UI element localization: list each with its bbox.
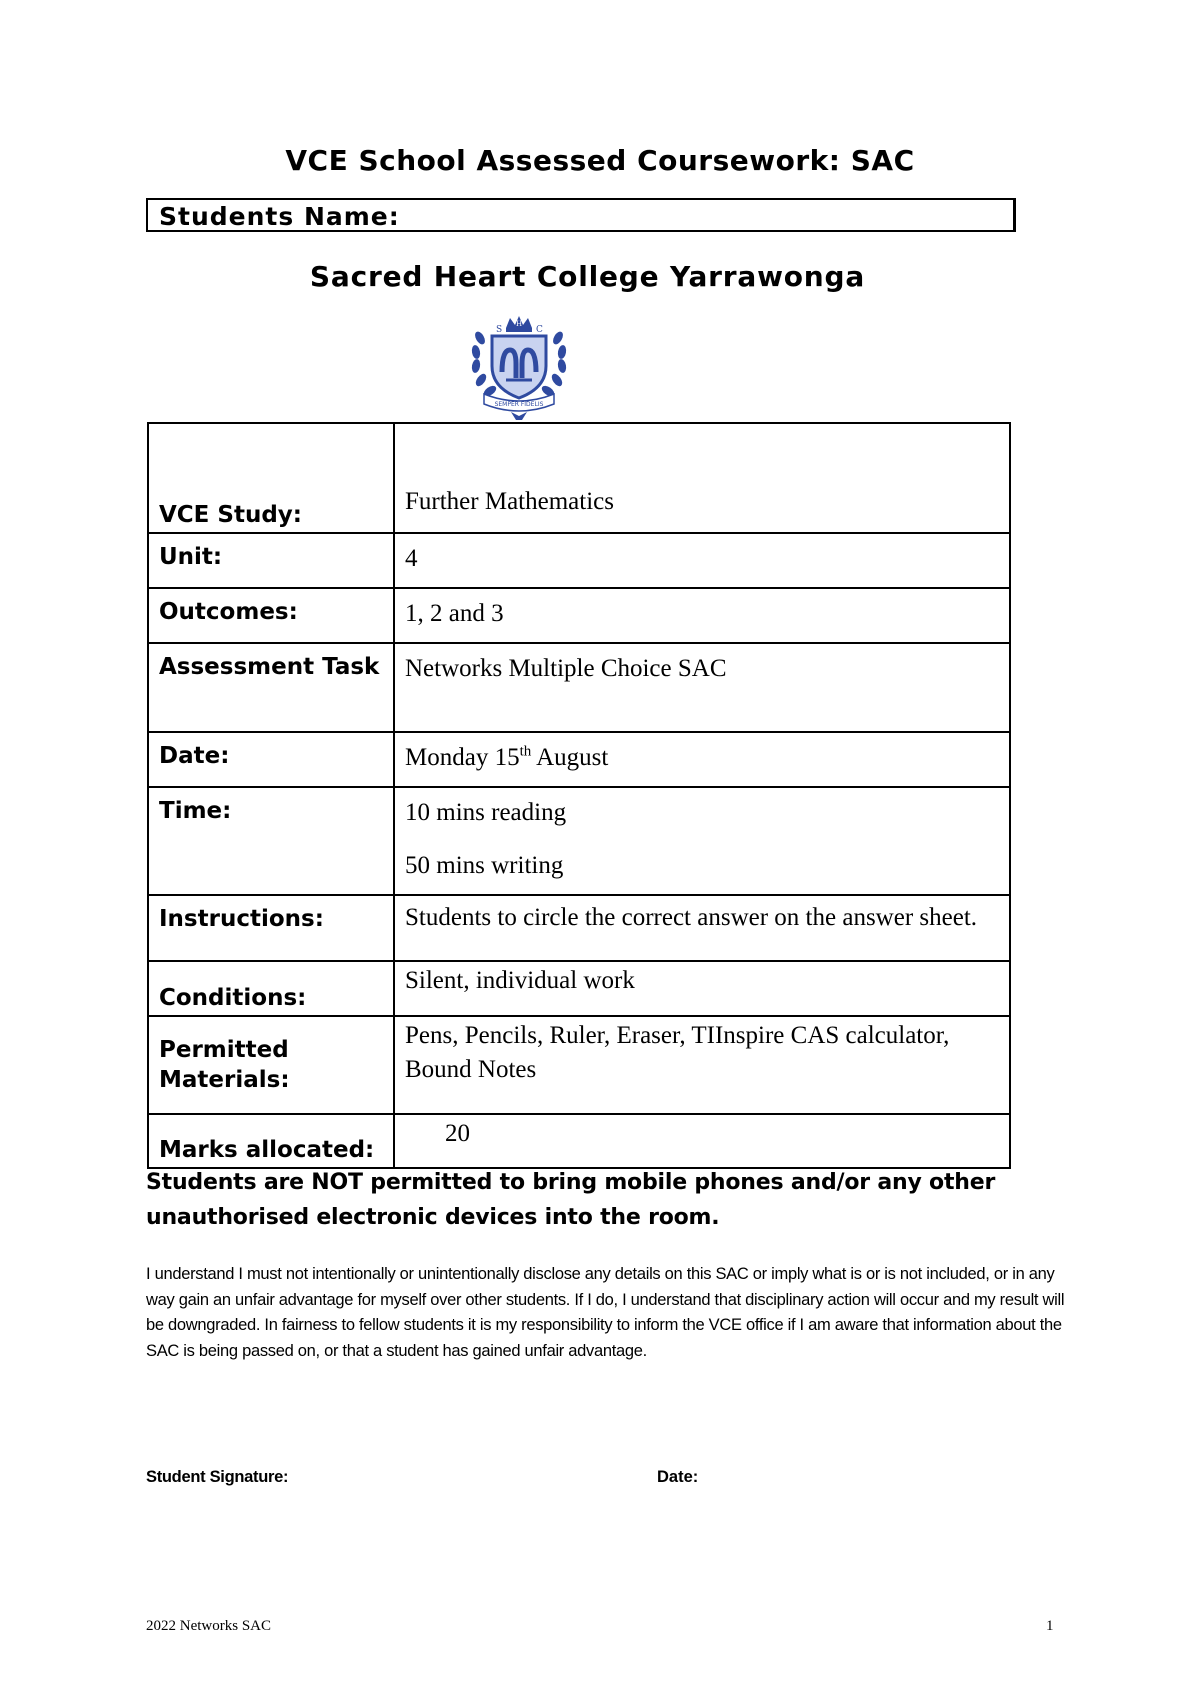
instructions-value: Students to circle the correct answer on the answer sheet. xyxy=(394,895,1010,961)
time-reading: 10 mins reading xyxy=(405,799,567,826)
time-writing: 50 mins writing xyxy=(405,852,564,879)
vce-study-label: VCE Study: xyxy=(148,423,394,533)
table-row-time xyxy=(148,787,1010,895)
table-row-permitted-materials xyxy=(148,1016,1010,1114)
date-value xyxy=(394,732,1010,787)
date-value-sup: th xyxy=(519,743,532,760)
footer-document-name: 2022 Networks SAC xyxy=(146,1618,272,1634)
assessment-info-table xyxy=(147,422,1011,1169)
assessment-task-label: Assessment Task xyxy=(148,643,394,732)
vce-study-value: Further Mathematics xyxy=(394,423,1010,533)
outcomes-value: 1, 2 and 3 xyxy=(394,588,1010,643)
conditions-label: Conditions: xyxy=(148,961,394,1016)
conditions-value: Silent, individual work xyxy=(394,961,1010,1016)
students-name-box xyxy=(146,198,1016,232)
table-row-outcomes xyxy=(148,588,1010,643)
time-label: Time: xyxy=(148,787,394,895)
time-value xyxy=(394,787,1010,895)
svg-text:C: C xyxy=(536,325,543,335)
college-name: Sacred Heart College Yarrawonga xyxy=(309,260,866,293)
school-crest-icon xyxy=(466,308,572,420)
devices-warning: Students are NOT permitted to bring mobile phones and/or any other unauthorised electronic devices into the room. xyxy=(146,1170,996,1230)
document-title: VCE School Assessed Coursework: SAC xyxy=(285,144,915,177)
unit-label: Unit: xyxy=(148,533,394,588)
outcomes-label: Outcomes: xyxy=(148,588,394,643)
permitted-materials-value: Pens, Pencils, Ruler, Eraser, TIInspire CAS calculator, Bound Notes xyxy=(394,1016,1010,1114)
date-label-cell: Date: xyxy=(148,732,394,787)
students-name-label: Students Name: xyxy=(159,202,400,231)
table-row-marks-allocated xyxy=(148,1114,1010,1168)
svg-text:H: H xyxy=(516,320,523,328)
svg-text:S: S xyxy=(496,325,503,335)
date-value-prefix: Monday 15 xyxy=(405,744,520,771)
table-row-assessment-task xyxy=(148,643,1010,732)
svg-text:SEMPER FIDELIS: SEMPER FIDELIS xyxy=(494,401,544,408)
unit-value: 4 xyxy=(394,533,1010,588)
table-row-instructions xyxy=(148,895,1010,961)
marks-allocated-value: 20 xyxy=(394,1114,1010,1168)
table-row-conditions xyxy=(148,961,1010,1016)
table-row-vce-study xyxy=(148,423,1010,533)
instructions-label: Instructions: xyxy=(148,895,394,961)
signature-date-label: Date: xyxy=(657,1468,699,1486)
assessment-task-value: Networks Multiple Choice SAC xyxy=(394,643,1010,732)
footer-page-number: 1 xyxy=(1046,1618,1054,1634)
integrity-declaration: I understand I must not intentionally or unintentionally disclose any details on this SAC or imply what is or is not included, or in any way gain an unfair advantage for myself over other students. If I do, I understand that disciplinary action will occur and my result will be downgraded. In fairness to fellow students it is my responsibility to inform the VCE office if I am aware that information about the SAC is being passed on, or that a student has gained unfair advantage. xyxy=(146,1265,1065,1360)
marks-allocated-label: Marks allocated: xyxy=(148,1114,394,1168)
student-signature-label: Student Signature: xyxy=(146,1468,289,1486)
permitted-materials-label: Permitted Materials: xyxy=(148,1016,394,1114)
date-value-suffix: August xyxy=(531,744,609,771)
table-row-unit xyxy=(148,533,1010,588)
table-row-date xyxy=(148,732,1010,787)
